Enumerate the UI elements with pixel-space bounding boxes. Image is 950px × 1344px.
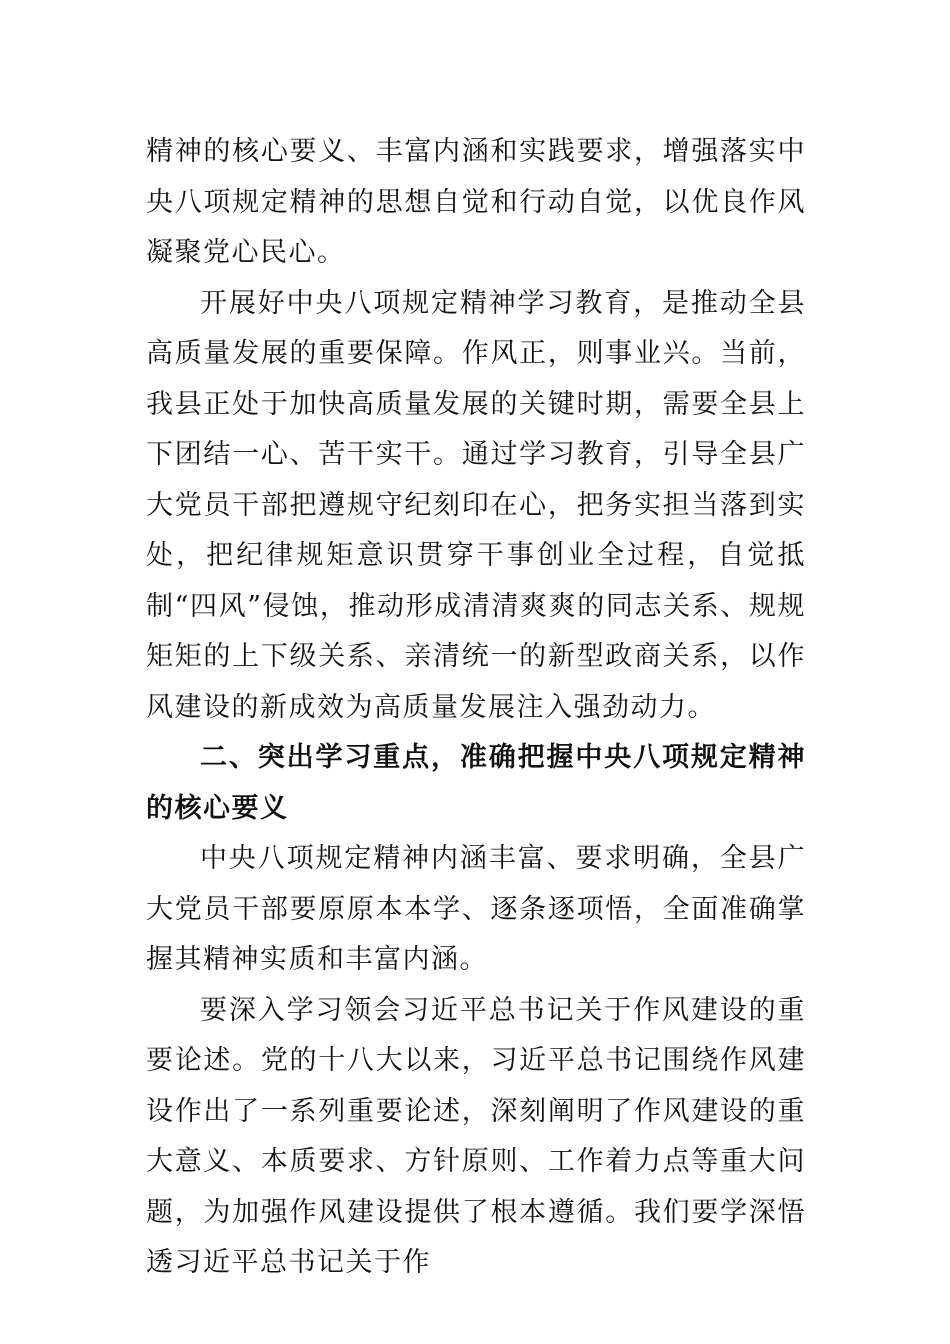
paragraph-high-quality-development: 开展好中央八项规定精神学习教育，是推动全县高质量发展的重要保障。作风正，则事业兴。当前，我县正处于加快高质量发展的关键时期，需要全县上下团结一心、苦干实干。通过学习教育，引导全县广大党员干部把遵规守纪刻印在心，把务实担当落到实处，把纪律规矩意识贯穿干事创业全过程，自觉抵制“四风”侵蚀，推动形成清清爽爽的同志关系、规规矩矩的上下级关系、亲清统一的新型政商关系，以作风建设的新成效为高质量发展注入强劲动力。 <box>146 287 806 723</box>
paragraph-continuation: 精神的核心要义、丰富内涵和实践要求，增强落实中央八项规定精神的思想自觉和行动自觉，以优良作风凝聚党心民心。 <box>146 136 806 268</box>
document-body <box>146 127 806 1289</box>
paragraph-important-discourse: 要深入学习领会习近平总书记关于作风建设的重要论述。党的十八大以来，习近平总书记围绕作风建设作出了一系列重要论述，深刻阐明了作风建设的重大意义、本质要求、方针原则、工作着力点等重大问题，为加强作风建设提供了根本遵循。我们要学深悟透习近平总书记关于作 <box>146 994 806 1278</box>
paragraph-learning-focus: 中央八项规定精神内涵丰富、要求明确，全县广大党员干部要原原本本学、逐条逐项悟，全面准确掌握其精神实质和丰富内涵。 <box>146 843 806 975</box>
section-heading-2: 二、突出学习重点，准确把握中央八项规定精神的核心要义 <box>146 742 806 824</box>
